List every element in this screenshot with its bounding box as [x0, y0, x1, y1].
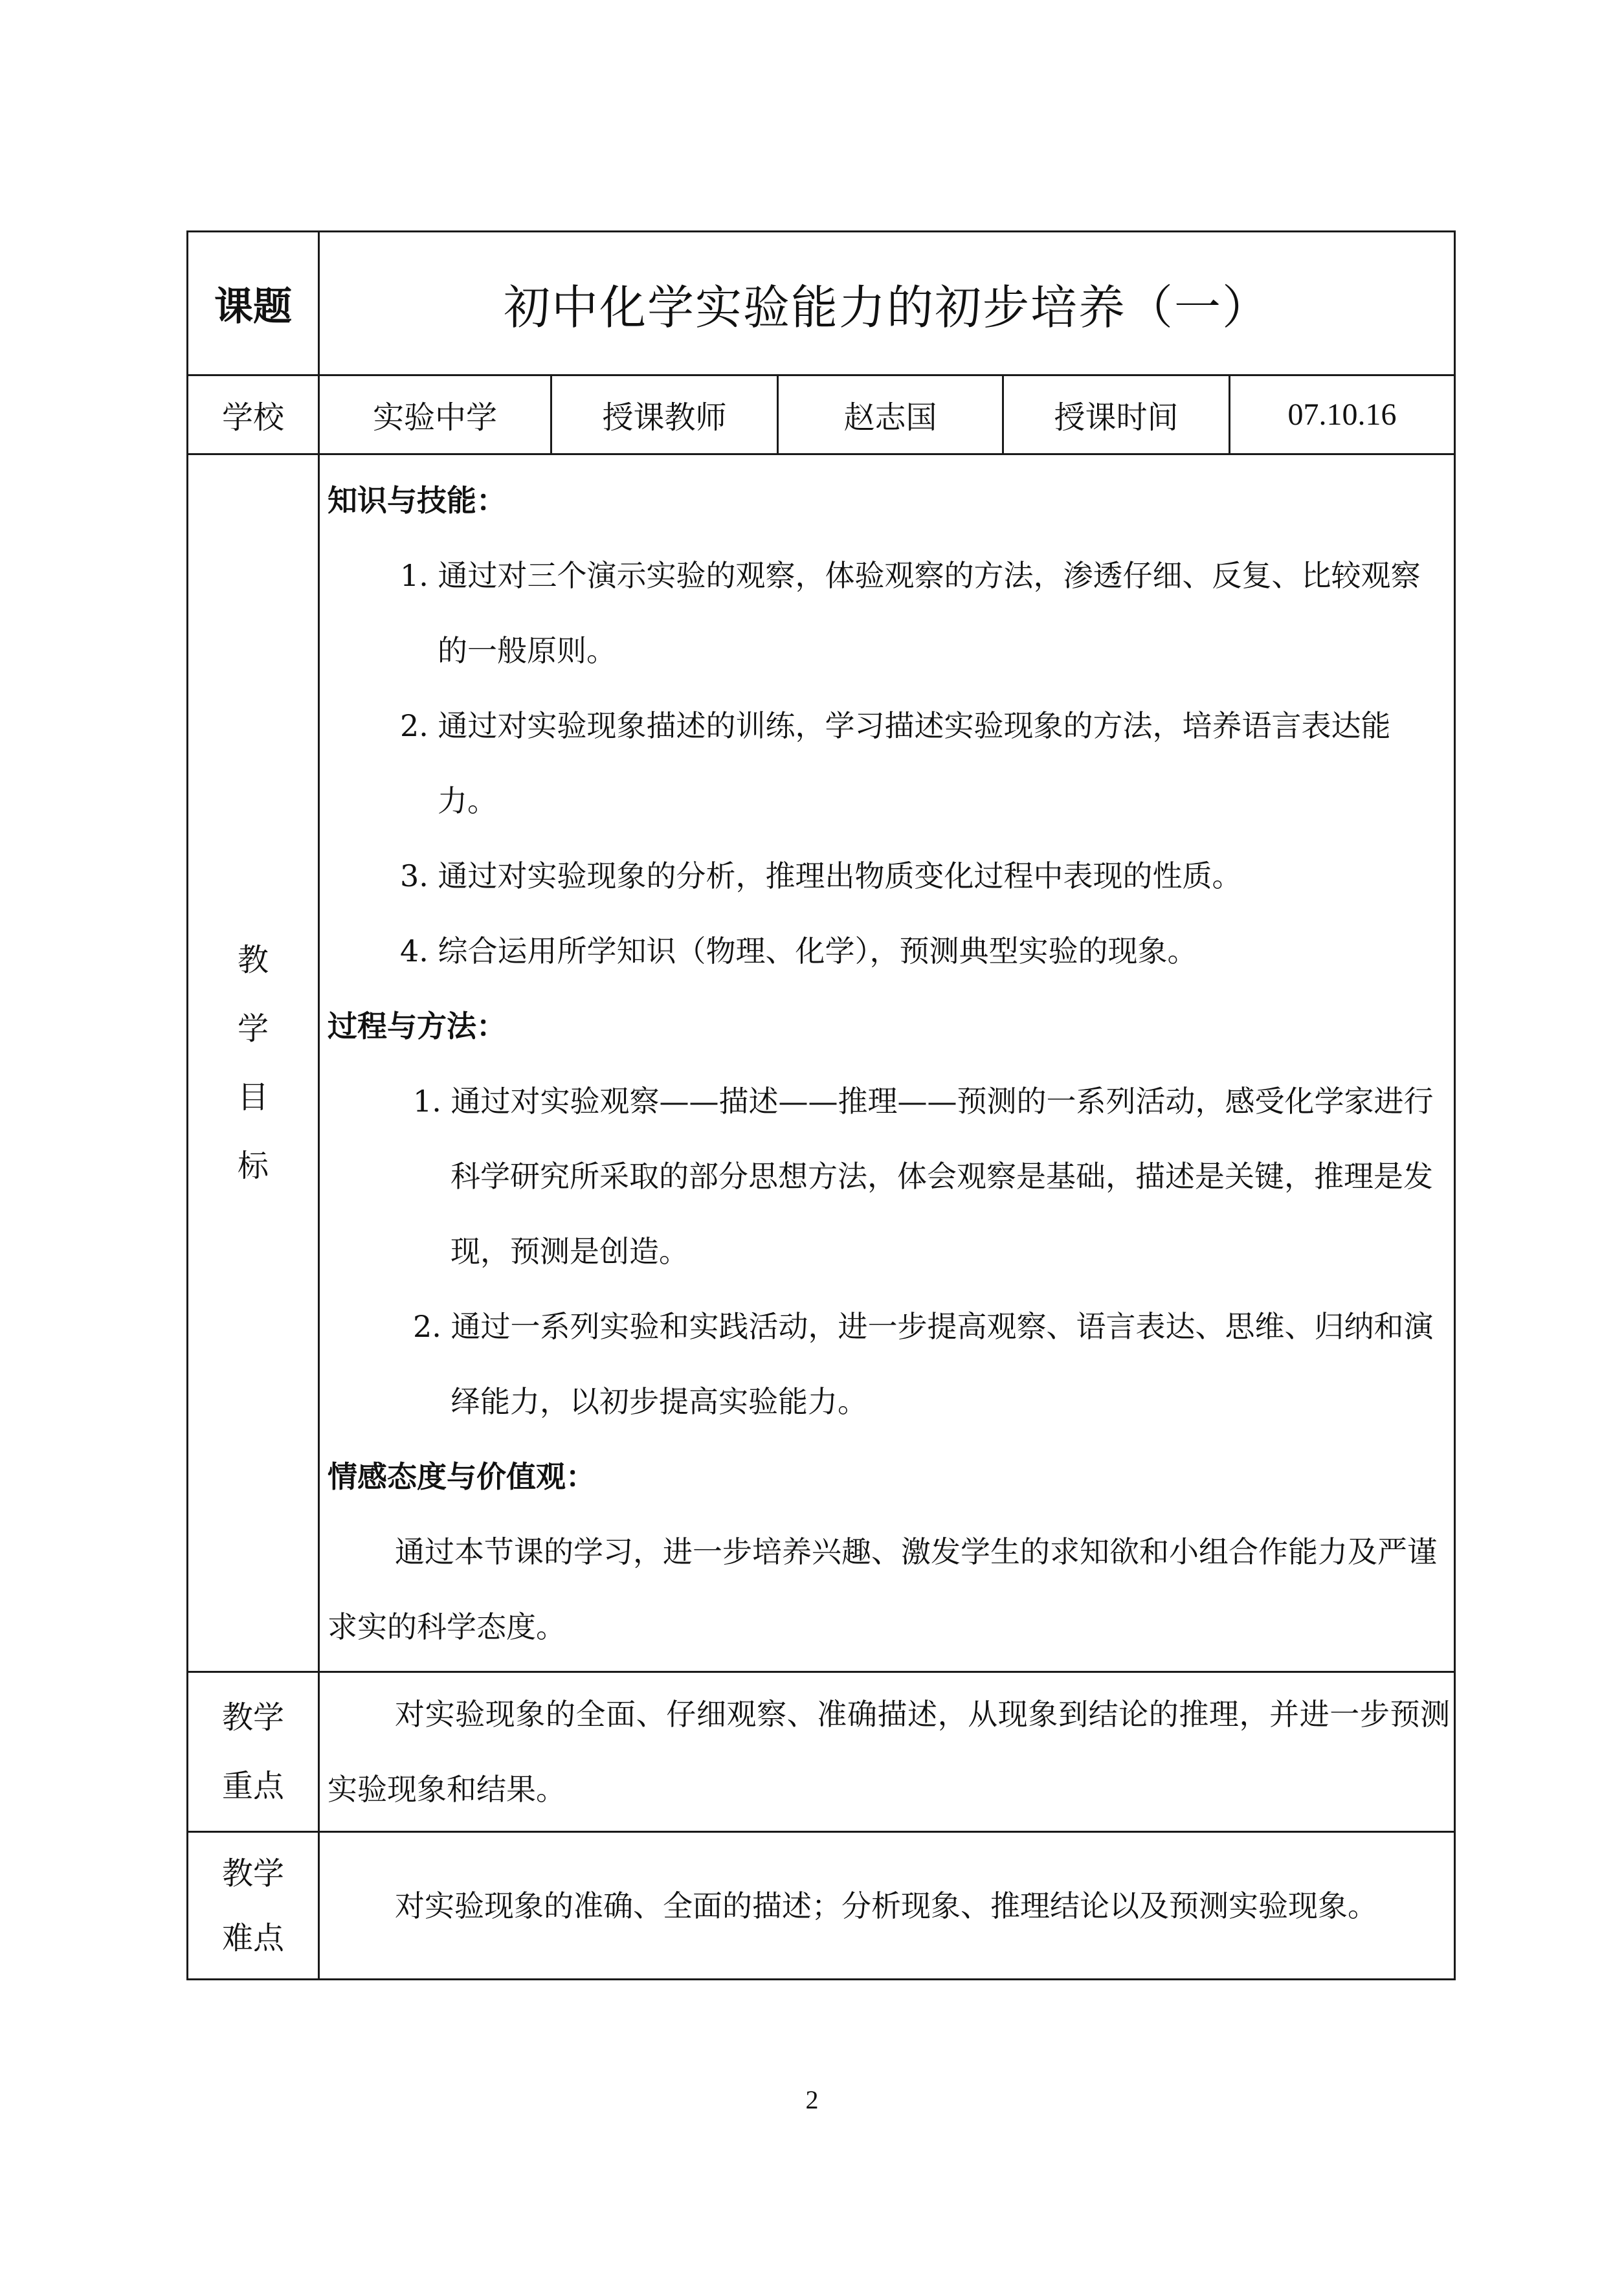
difficulties-label-line: 教学 [221, 1855, 284, 1892]
goals-label-char: 标 [237, 1148, 269, 1184]
goals-row [188, 454, 1455, 1672]
goals-label-char: 学 [237, 1011, 269, 1047]
key-points-content [319, 1672, 1455, 1832]
knowledge-item: 1. 通过对三个演示实验的观察，体验观察的方法，渗透仔细、反复、比较观察的一般原则。 [400, 558, 1421, 668]
goals-label-char: 目 [237, 1079, 269, 1115]
school-label: 学校 [188, 375, 319, 454]
key-points-label [188, 1672, 319, 1832]
teacher-label: 授课教师 [551, 375, 778, 454]
knowledge-heading: 知识与技能： [328, 483, 506, 518]
lesson-plan-table [186, 230, 1456, 1980]
key-points-label-line: 重点 [221, 1768, 284, 1804]
difficulties-label [188, 1832, 319, 1980]
process-item: 2. 通过一系列实验和实践活动，进一步提高观察、语言表达、思维、归纳和演绎能力，以初步提高实验能力。 [413, 1309, 1434, 1419]
difficulties-content [319, 1832, 1455, 1980]
key-points-text: 对实验现象的全面、仔细观察、准确描述，从现象到结论的推理，并进一步预测实验现象和结果。 [328, 1697, 1451, 1807]
school-value: 实验中学 [319, 375, 551, 454]
time-label: 授课时间 [1003, 375, 1230, 454]
knowledge-item: 2. 通过对实验现象描述的训练，学习描述实验现象的方法，培养语言表达能力。 [400, 708, 1391, 818]
process-item: 1. 通过对实验观察——描述——推理——预测的一系列活动，感受化学家进行科学研究所采取的部分思想方法，体会观察是基础，描述是关键，推理是发现，预测是创造。 [413, 1084, 1434, 1269]
goals-label [188, 454, 319, 1672]
emotion-text: 通过本节课的学习，进一步培养兴趣、激发学生的求知欲和小组合作能力及严谨求实的科学态度。 [328, 1534, 1437, 1644]
difficulties-label-line: 难点 [221, 1919, 284, 1956]
title-row [188, 232, 1455, 375]
goals-label-char: 教 [237, 942, 269, 978]
difficulties-row [188, 1832, 1455, 1980]
info-row [188, 375, 1455, 454]
knowledge-item: 4. 综合运用所学知识（物理、化学），预测典型实验的现象。 [400, 934, 1197, 968]
time-value: 07.10.16 [1230, 375, 1455, 454]
lesson-title: 初中化学实验能力的初步培养（一） [319, 232, 1455, 375]
page-number: 2 [805, 2085, 819, 2114]
goals-content [319, 454, 1455, 1672]
key-points-row [188, 1672, 1455, 1832]
knowledge-item: 3. 通过对实验现象的分析，推理出物质变化过程中表现的性质。 [400, 858, 1242, 893]
key-points-label-line: 教学 [221, 1699, 284, 1736]
teacher-value: 赵志国 [778, 375, 1003, 454]
emotion-heading: 情感态度与价值观： [328, 1459, 595, 1494]
process-heading: 过程与方法： [328, 1009, 506, 1044]
title-label: 课题 [188, 232, 319, 375]
difficulties-text: 对实验现象的准确、全面的描述；分析现象、推理结论以及预测实验现象。 [395, 1888, 1377, 1923]
